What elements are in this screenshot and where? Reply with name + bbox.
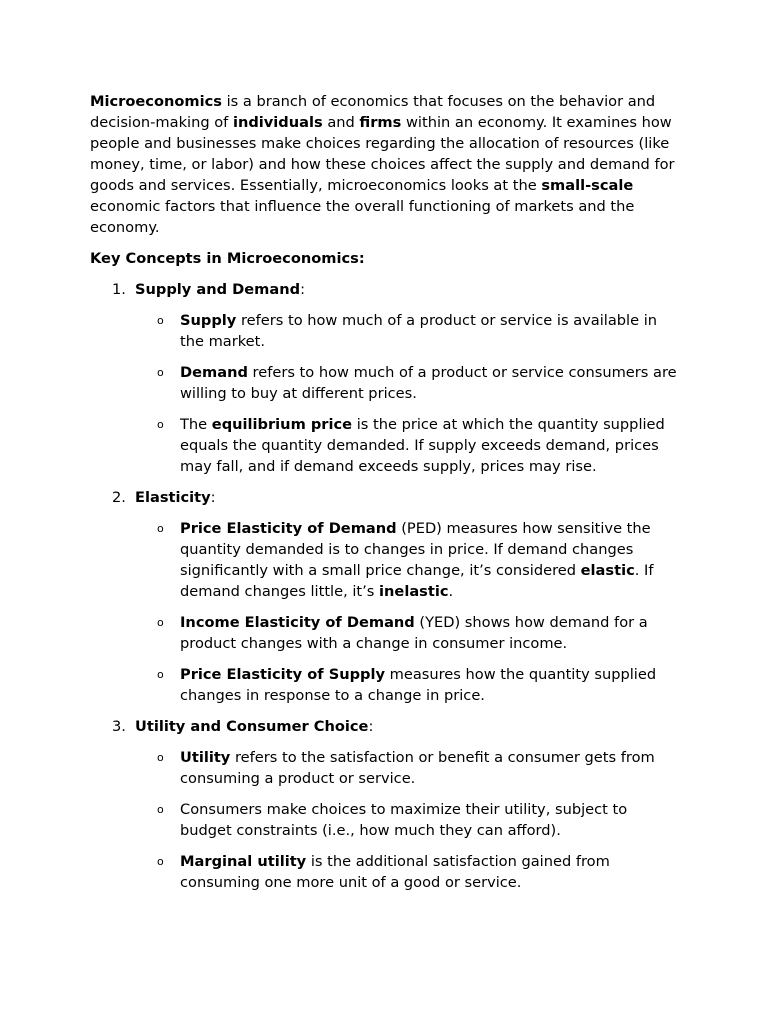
bullet-marker-icon: o [157,616,164,629]
bold-text: firms [359,114,402,131]
text-run: measures how the quantity supplied changes in response to a change in price. [180,666,657,704]
bullet-item [90,362,680,404]
bullet-list [90,310,680,477]
concept-title: Utility and Consumer Choice [135,718,369,735]
bullet-item [90,664,680,706]
bold-text: Microeconomics [90,93,222,110]
text-run: is the price at which the quantity supplied equals the quantity demanded. If supply exceeds demand, prices may fall, and if demand exceeds supply, prices may rise. [180,416,665,475]
bold-text: individuals [232,114,323,131]
bullet-marker-icon: o [157,522,164,535]
bold-text: Price Elasticity of Demand [180,520,397,537]
text-run: refers to how much of a product or service is available in the market. [180,312,658,350]
list-number: 1. [112,281,126,298]
text-run: (PED) measures how sensitive the quantity demanded is to changes in price. If demand changes significantly with a small price change, it’s considered [180,520,651,579]
concept-heading [90,487,680,508]
bold-text: equilibrium price [211,416,353,433]
bullet-marker-icon: o [157,418,164,431]
text-run: (YED) shows how demand for a product changes with a change in consumer income. [180,614,648,652]
bullet-marker-icon: o [157,803,164,816]
bold-text: Supply [180,312,237,329]
bullet-marker-icon: o [157,366,164,379]
bullet-item [90,414,680,477]
bullet-marker-icon: o [157,314,164,327]
bullet-item [90,310,680,352]
list-number: 2. [112,489,126,506]
bold-text: Utility [180,749,231,766]
bold-text: small-scale [541,177,634,194]
text-run: . [448,583,454,600]
intro-paragraph [90,91,680,238]
bullet-item [90,612,680,654]
bullet-item [90,518,680,602]
text-run: The [180,416,212,433]
concept-title: Elasticity [135,489,211,506]
concept-title: Supply and Demand [135,281,301,298]
concept-heading [90,279,680,300]
concept-suffix: : [210,489,216,506]
document-body [90,91,680,903]
text-run: is a branch of economics that focuses on the behavior and decision-making of [90,93,656,131]
concept-suffix: : [300,281,305,298]
bold-text: elastic [580,562,635,579]
text-run: . If demand changes little, it’s [180,562,654,600]
text-run: refers to how much of a product or service consumers are willing to buy at different prices. [180,364,677,402]
concept-heading [90,716,680,737]
bullet-item [90,799,680,841]
section-heading: Key Concepts in Microeconomics: [90,250,365,267]
text-run: economic factors that influence the overall functioning of markets and the economy. [90,198,635,236]
bullet-item [90,747,680,789]
text-run: refers to the satisfaction or benefit a consumer gets from consuming a product or service. [180,749,655,787]
bold-text: Price Elasticity of Supply [180,666,385,683]
concept-item [90,279,680,477]
concept-list [90,279,680,893]
bullet-list [90,747,680,893]
bullet-marker-icon: o [157,668,164,681]
concept-item [90,487,680,706]
text-run: Consumers make choices to maximize their utility, subject to budget constraints (i.e., how much they can afford). [180,801,628,839]
bold-text: Income Elasticity of Demand [180,614,415,631]
text-run: and [322,114,360,131]
concept-item [90,716,680,893]
text-run: is the additional satisfaction gained from consuming one more unit of a good or service. [180,853,610,891]
text-run: within an economy. It examines how people and businesses make choices regarding the allocation of resources (like money, time, or labor) and how these choices affect the supply and demand for goods and services. Essentially, microeconomics looks at the [90,114,675,194]
bold-text: Marginal utility [180,853,307,870]
bold-text: Demand [180,364,248,381]
bullet-list [90,518,680,706]
bold-text: inelastic [379,583,449,600]
bullet-marker-icon: o [157,751,164,764]
concept-suffix: : [368,718,374,735]
bullet-item [90,851,680,893]
bullet-marker-icon: o [157,855,164,868]
list-number: 3. [112,718,126,735]
